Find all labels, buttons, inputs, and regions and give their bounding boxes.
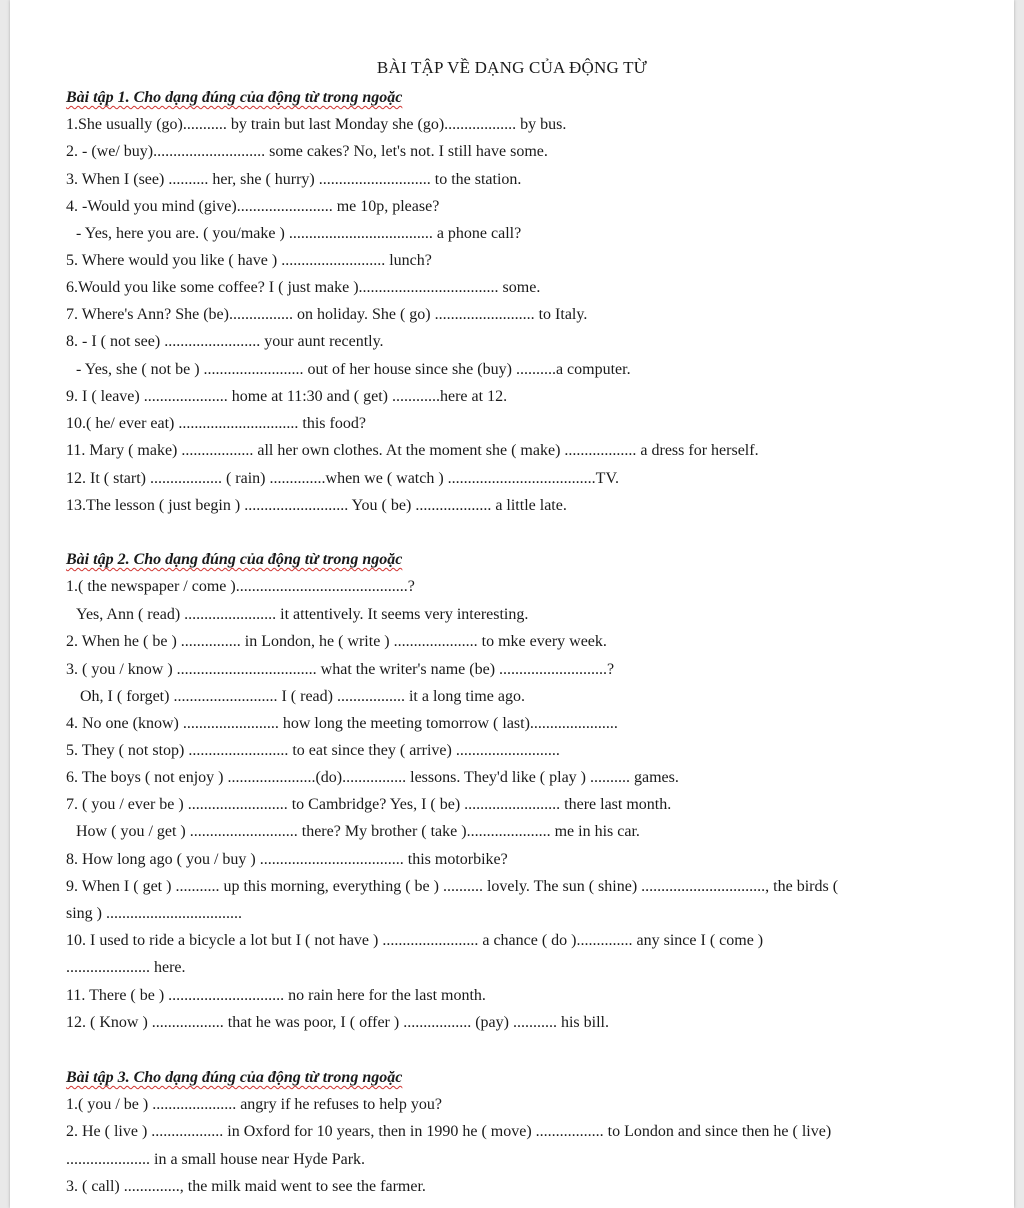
exercise-line: 11. There ( be ) ............................. no rain here for the last month. bbox=[66, 987, 486, 1004]
page-title: BÀI TẬP VỀ DẠNG CỦA ĐỘNG TỪ bbox=[376, 58, 648, 77]
exercise-line: 9. I ( leave) ..................... home at 11:30 and ( get) ............here at 12. bbox=[66, 388, 508, 405]
exercise-line: - Yes, she ( not be ) ......................... out of her house since she (buy) ..........a computer. bbox=[76, 361, 631, 378]
exercise-line: 12. It ( start) .................. ( rain) ..............when we ( watch ) .....................................TV. bbox=[66, 470, 619, 487]
exercise-line: 12. ( Know ) .................. that he was poor, I ( offer ) ................. (pay) ........... his bill. bbox=[66, 1014, 609, 1031]
exercise-line: 4. -Would you mind (give)........................ me 10p, please? bbox=[66, 198, 440, 215]
exercise-line: 11. Mary ( make) .................. all her own clothes. At the moment she ( make) .................. a dress for herself. bbox=[66, 442, 759, 459]
exercise-line: How ( you / get ) ........................... there? My brother ( take )..................... me in his car. bbox=[76, 823, 640, 840]
exercise-line: 3. ( call) .............., the milk maid went to see the farmer. bbox=[66, 1178, 426, 1195]
exercise-line: 6. The boys ( not enjoy ) ......................(do)................ lessons. They'd like ( play ) .......... games. bbox=[66, 769, 679, 786]
section-2-heading: Bài tập 2. Cho dạng đúng của động từ trong ngoặc bbox=[66, 551, 403, 568]
exercise-line: 4. No one (know) ........................ how long the meeting tomorrow ( last)...................... bbox=[66, 715, 618, 732]
exercise-line: 7. ( you / ever be ) ......................... to Cambridge? Yes, I ( be) ........................ there last month. bbox=[66, 796, 672, 813]
exercise-line: 7. Where's Ann? She (be)................ on holiday. She ( go) ......................... to Italy. bbox=[66, 306, 588, 323]
exercise-line: 2. He ( live ) .................. in Oxford for 10 years, then in 1990 he ( move) ................. to London and since then he ( live) bbox=[66, 1123, 832, 1140]
exercise-line: sing ) .................................. bbox=[66, 905, 242, 922]
exercise-line: 8. How long ago ( you / buy ) .................................... this motorbike? bbox=[66, 851, 508, 868]
exercise-line: 8. - I ( not see) ........................ your aunt recently. bbox=[66, 333, 384, 350]
section-3-heading: Bài tập 3. Cho dạng đúng của động từ trong ngoặc bbox=[66, 1069, 403, 1086]
exercise-line: 3. ( you / know ) ................................... what the writer's name (be) ...........................? bbox=[66, 661, 615, 678]
exercise-line: 9. When I ( get ) ........... up this morning, everything ( be ) .......... lovely. The sun ( shine) ..............................., the birds ( bbox=[66, 878, 839, 895]
section-1-heading: Bài tập 1. Cho dạng đúng của động từ trong ngoặc bbox=[66, 89, 403, 106]
exercise-line: 5. They ( not stop) ......................... to eat since they ( arrive) .......................... bbox=[66, 742, 560, 759]
exercise-line: 3. When I (see) .......... her, she ( hurry) ............................ to the station. bbox=[66, 171, 522, 188]
exercise-line: ..................... in a small house near Hyde Park. bbox=[66, 1151, 366, 1168]
exercise-line: Yes, Ann ( read) ....................... it attentively. It seems very interesting. bbox=[76, 606, 529, 623]
exercise-line: - Yes, here you are. ( you/make ) .................................... a phone call? bbox=[76, 225, 522, 242]
exercise-line: ..................... here. bbox=[66, 959, 186, 976]
exercise-line: Oh, I ( forget) .......................... I ( read) ................. it a long time ago. bbox=[80, 688, 525, 705]
exercise-line: 13.The lesson ( just begin ) .......................... You ( be) ................... a little late. bbox=[66, 497, 567, 514]
exercise-line: 2. When he ( be ) ............... in London, he ( write ) ..................... to mke every week. bbox=[66, 633, 607, 650]
exercise-line: 2. - (we/ buy)............................ some cakes? No, let's not. I still have some. bbox=[66, 143, 548, 160]
exercise-line: 10.( he/ ever eat) .............................. this food? bbox=[66, 415, 366, 432]
exercise-line: 6.Would you like some coffee? I ( just make )................................... some. bbox=[66, 279, 541, 296]
exercise-line: 5. Where would you like ( have ) .......................... lunch? bbox=[66, 252, 432, 269]
exercise-line: 1.( the newspaper / come )...........................................? bbox=[66, 578, 415, 595]
exercise-line: 10. I used to ride a bicycle a lot but I ( not have ) ........................ a chance ( do ).............. any since I ( come ) bbox=[66, 932, 764, 949]
exercise-line: 1.She usually (go)........... by train but last Monday she (go).................. by bus. bbox=[66, 116, 567, 133]
exercise-line: 1.( you / be ) ..................... angry if he refuses to help you? bbox=[66, 1096, 442, 1113]
